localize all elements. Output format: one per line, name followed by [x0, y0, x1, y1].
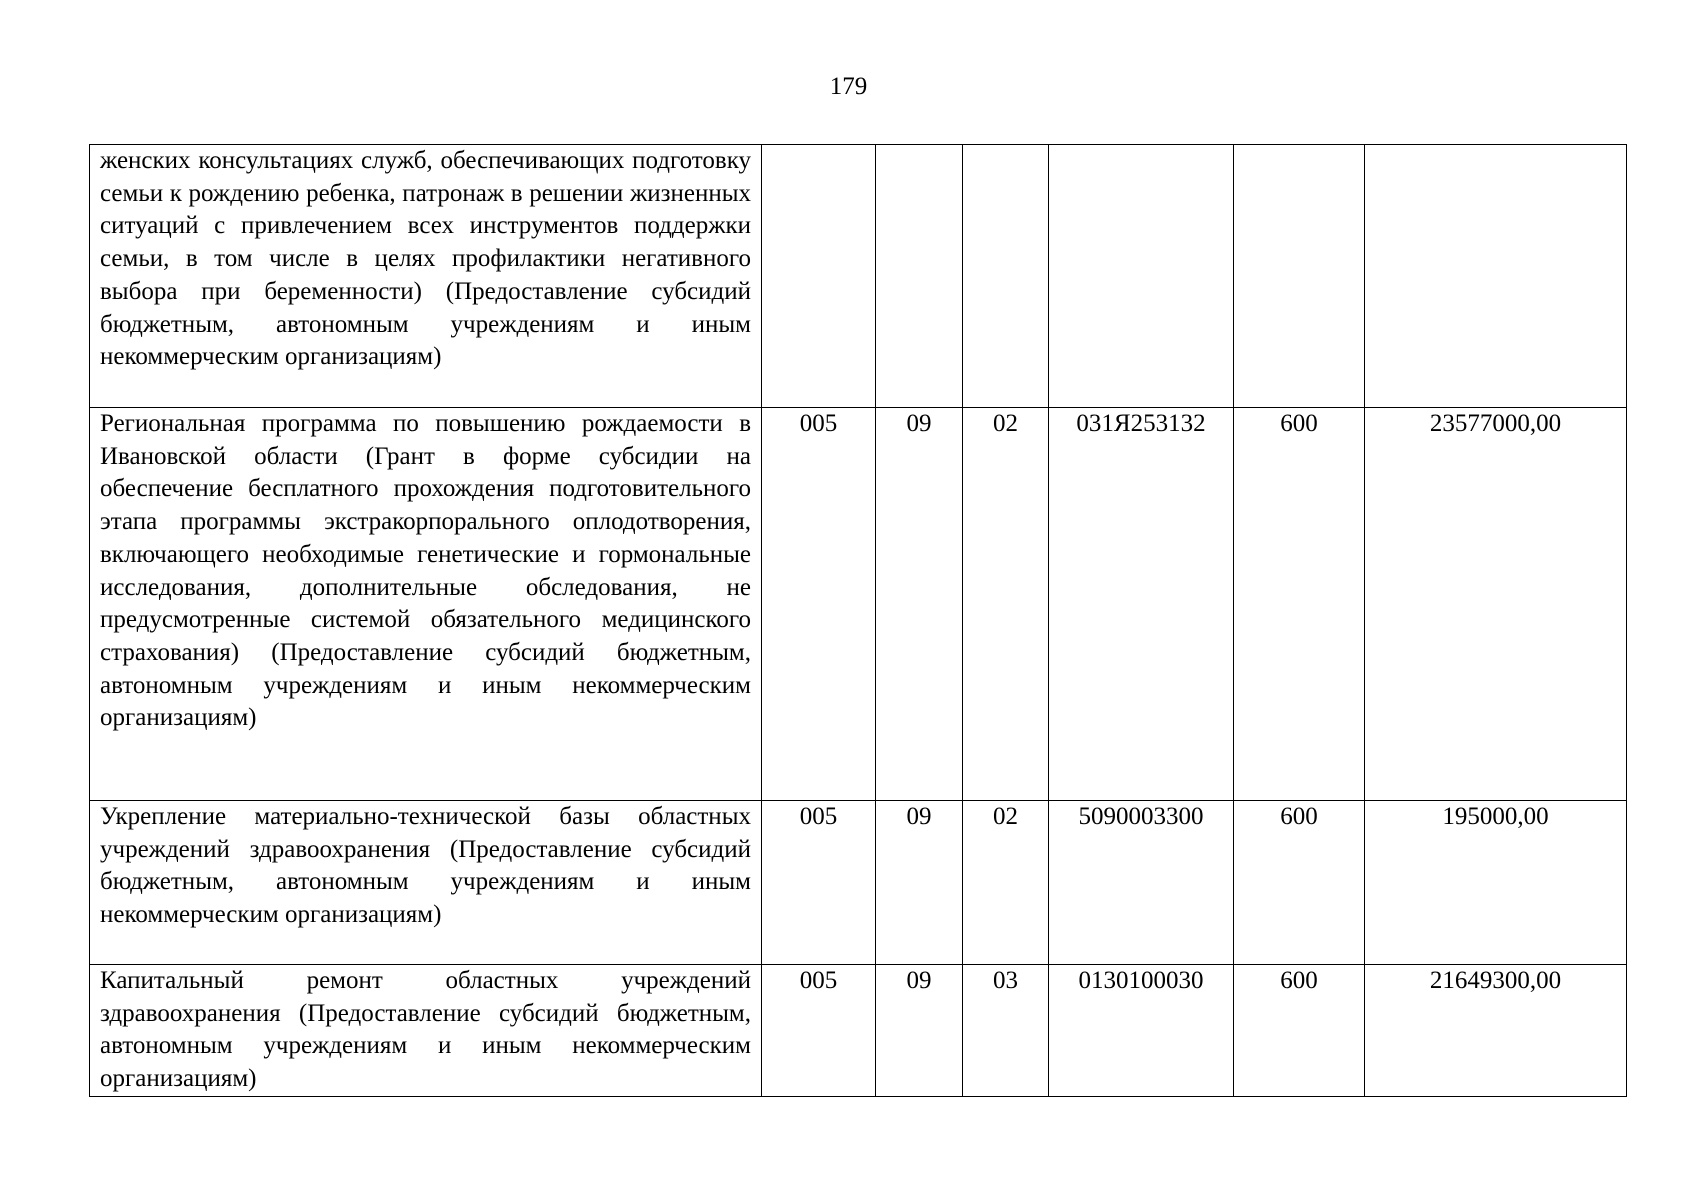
amount-cell: 195000,00	[1365, 801, 1627, 965]
row-description: Капитальный ремонт областных учреждений здравоохранения (Предоставление субсидий бюджетным, автономным учреждениям и иным некоммерческим организациям)	[90, 965, 762, 1097]
expense-type-cell: 600	[1234, 801, 1365, 965]
ministry-code-cell: 005	[762, 408, 876, 801]
amount-cell	[1365, 145, 1627, 408]
ministry-code-cell	[762, 145, 876, 408]
target-article-cell	[1049, 145, 1234, 408]
subsection-code-cell: 02	[963, 408, 1049, 801]
section-code-cell: 09	[876, 965, 963, 1097]
amount-cell: 23577000,00	[1365, 408, 1627, 801]
section-code-cell	[876, 145, 963, 408]
section-code-cell: 09	[876, 801, 963, 965]
page-number: 179	[829, 73, 868, 100]
section-code-cell: 09	[876, 408, 963, 801]
target-article-cell: 0130100030	[1049, 965, 1234, 1097]
table-row	[90, 408, 1627, 801]
row-description: Укрепление материально-технической базы областных учреждений здравоохранения (Предоставление субсидий бюджетным, автономным учреждениям и иным некоммерческим организациям)	[90, 801, 762, 965]
subsection-code-cell	[963, 145, 1049, 408]
row-description: женских консультациях служб, обеспечивающих подготовку семьи к рождению ребенка, патронаж в решении жизненных ситуаций с привлечением всех инструментов поддержки семьи, в том числе в целях профилактики негативного выбора при беременности) (Предоставление субсидий бюджетным, автономным учреждениям и иным некоммерческим организациям)	[90, 145, 762, 408]
subsection-code-cell: 02	[963, 801, 1049, 965]
table-row	[90, 145, 1627, 408]
row-description: Региональная программа по повышению рождаемости в Ивановской области (Грант в форме субсидии на обеспечение бесплатного прохождения подготовительного этапа программы экстракорпорального оплодотворения, включающего необходимые генетические и гормональные исследования, дополнительные обследования, не предусмотренные системой обязательного медицинского страхования) (Предоставление субсидий бюджетным, автономным учреждениям и иным некоммерческим организациям)	[90, 408, 762, 801]
ministry-code-cell: 005	[762, 965, 876, 1097]
expense-type-cell: 600	[1234, 408, 1365, 801]
expense-type-cell	[1234, 145, 1365, 408]
subsection-code-cell: 03	[963, 965, 1049, 1097]
table-row	[90, 801, 1627, 965]
table-row	[90, 965, 1627, 1097]
budget-table	[89, 144, 1627, 1097]
expense-type-cell: 600	[1234, 965, 1365, 1097]
target-article-cell: 5090003300	[1049, 801, 1234, 965]
target-article-cell: 031Я253132	[1049, 408, 1234, 801]
amount-cell: 21649300,00	[1365, 965, 1627, 1097]
ministry-code-cell: 005	[762, 801, 876, 965]
